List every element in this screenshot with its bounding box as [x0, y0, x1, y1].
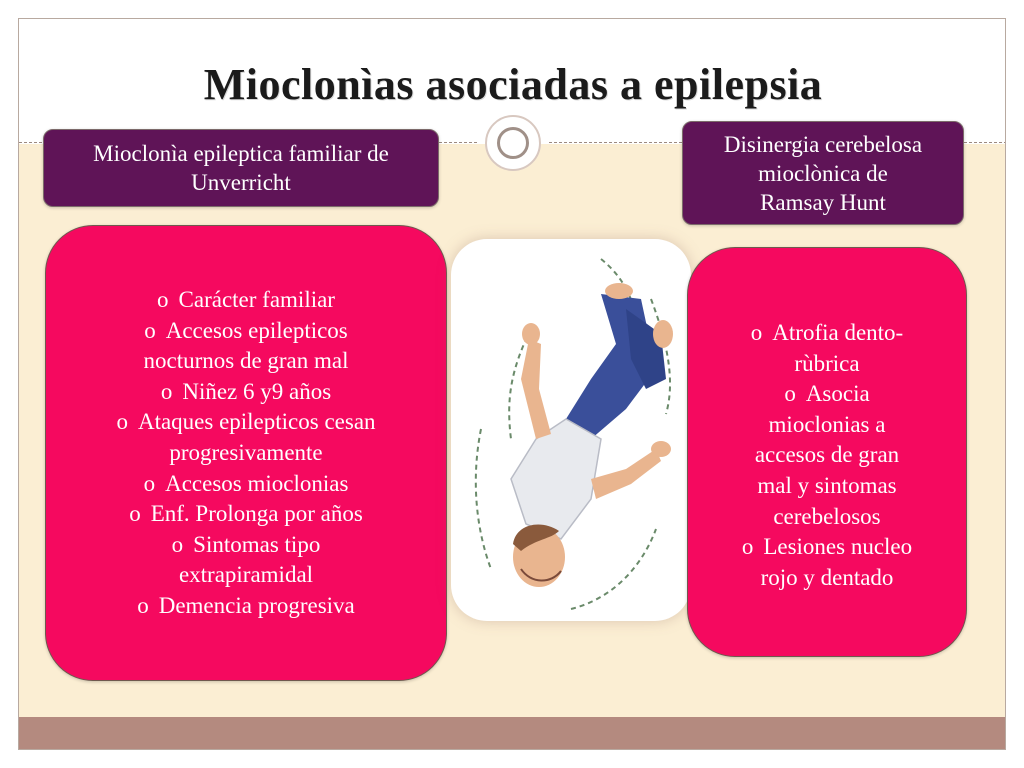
ramsay-hunt-feature-list: [698, 318, 956, 593]
item-text: Lesiones nucleo: [763, 534, 913, 560]
list-item: [58, 469, 434, 500]
unverricht-features-panel: [45, 225, 447, 681]
bullet-icon: o: [137, 592, 149, 618]
item-text: mioclonias a: [768, 411, 886, 437]
item-text: rojo y dentado: [760, 564, 894, 590]
item-text: Demencia progresiva: [158, 592, 355, 618]
list-item: [58, 530, 434, 591]
unverricht-feature-list: [58, 285, 434, 622]
item-text: Accesos epilepticos: [165, 317, 348, 343]
list-item: [58, 285, 434, 316]
item-text: progresivamente: [169, 439, 323, 465]
bullet-icon: o: [741, 534, 754, 560]
list-item: [698, 532, 956, 593]
item-text: accesos de gran: [754, 442, 900, 468]
item-text: nocturnos de gran mal: [143, 348, 349, 374]
bullet-icon: o: [157, 287, 169, 312]
label-unverricht: [43, 129, 439, 207]
label-line: Mioclonìa epileptica familiar de: [93, 141, 389, 166]
item-text: Ataques epilepticos cesan: [137, 409, 376, 435]
item-text: Asocia: [805, 381, 870, 407]
bullet-icon: o: [171, 531, 184, 557]
item-text: rùbrica: [794, 350, 860, 376]
bullet-icon: o: [144, 317, 156, 343]
bullet-icon: o: [160, 378, 173, 404]
list-item: [698, 318, 956, 379]
list-item: [58, 591, 434, 622]
item-text: Carácter familiar: [178, 287, 335, 312]
label-line: Ramsay Hunt: [760, 189, 886, 215]
label-line: mioclònica de: [758, 160, 888, 186]
slide-title: Mioclonìas asociadas a epilepsia: [203, 60, 823, 109]
label-ramsay-hunt: [682, 121, 964, 225]
item-text: Accesos mioclonias: [165, 470, 349, 496]
label-line: Unverricht: [191, 170, 291, 195]
item-text: Enf. Prolonga por años: [150, 501, 363, 527]
bullet-icon: o: [129, 501, 141, 527]
item-text: mal y sintomas: [757, 472, 897, 498]
slide: [18, 18, 1006, 750]
item-text: extrapiramidal: [178, 562, 314, 588]
label-line: Disinergia cerebelosa: [723, 131, 923, 157]
list-item: [58, 377, 434, 408]
bullet-icon: o: [116, 409, 128, 435]
list-item: [58, 499, 434, 530]
ring-ornament-icon: [485, 115, 541, 171]
item-text: cerebelosos: [773, 503, 881, 529]
item-text: Sintomas tipo: [193, 531, 321, 557]
seizure-figure-icon: [451, 239, 691, 621]
list-item: [58, 407, 434, 468]
list-item: [698, 379, 956, 532]
bullet-icon: o: [784, 381, 796, 407]
list-item: [58, 316, 434, 377]
footer-band: [19, 717, 1005, 750]
item-text: Atrofia dento-: [772, 320, 904, 345]
seizure-figure-illustration: [451, 239, 691, 621]
item-text: Niñez 6 y9 años: [182, 378, 332, 404]
bullet-icon: o: [143, 470, 156, 496]
ramsay-hunt-features-panel: [687, 247, 967, 657]
bullet-icon: o: [750, 320, 763, 345]
